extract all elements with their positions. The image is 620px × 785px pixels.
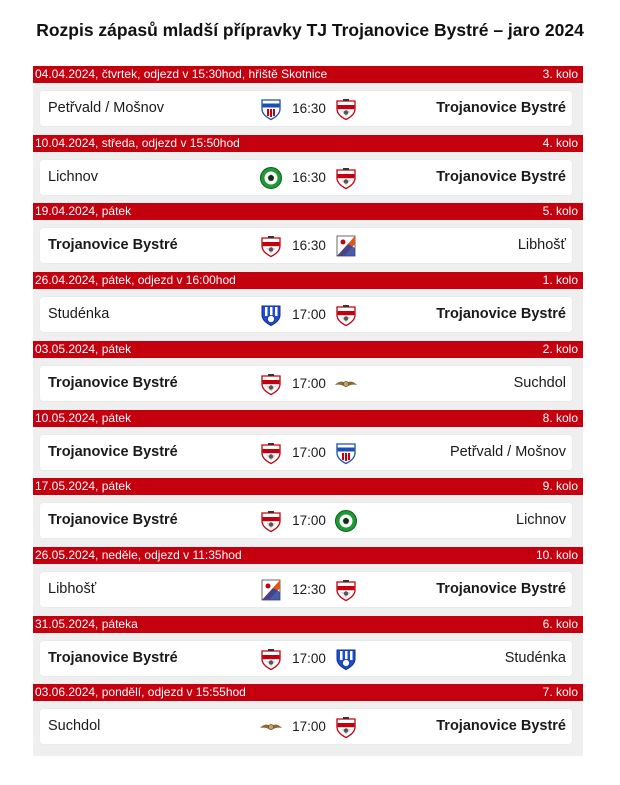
match-round: 3. kolo (542, 67, 578, 81)
match-center (259, 435, 357, 470)
bystre-logo (259, 441, 283, 465)
bystre-logo (259, 372, 283, 396)
match-header (33, 410, 583, 427)
match-row (33, 341, 583, 410)
bystre-logo (334, 578, 358, 602)
match-time: 17:00 (292, 375, 326, 391)
home-team: Trojanovice Bystré (48, 443, 178, 460)
match-header (33, 684, 583, 701)
match-header (33, 66, 583, 83)
match-time: 17:00 (292, 307, 326, 323)
match-header (33, 203, 583, 220)
match-round: 9. kolo (542, 479, 578, 494)
match-row (33, 272, 583, 341)
match-card (40, 228, 572, 263)
away-team: Libhošť (517, 237, 566, 254)
match-center (259, 228, 357, 263)
away-team: Lichnov (516, 512, 566, 529)
match-info: 03.05.2024, pátek (35, 341, 132, 356)
bystre-logo (334, 715, 358, 739)
match-round: 4. kolo (542, 135, 578, 150)
match-card (40, 709, 572, 744)
match-info: 26.05.2024, neděle, odjezd v 11:35hod (35, 547, 242, 562)
match-center (259, 572, 357, 607)
match-card (40, 91, 572, 126)
home-team: Trojanovice Bystré (48, 512, 178, 529)
suchdol-logo (259, 715, 283, 739)
match-center (259, 160, 357, 195)
bystre-logo (259, 647, 283, 671)
match-info: 03.06.2024, pondělí, odjezd v 15:55hod (35, 685, 246, 700)
match-row (33, 410, 583, 479)
match-time: 17:00 (292, 719, 326, 735)
match-center (259, 709, 357, 744)
match-center (259, 297, 357, 332)
match-card (40, 641, 572, 676)
match-time: 12:30 (292, 581, 326, 597)
match-round: 8. kolo (542, 410, 578, 425)
away-team: Trojanovice Bystré (436, 306, 566, 323)
match-header (33, 272, 583, 289)
bystre-logo (259, 509, 283, 533)
home-team: Trojanovice Bystré (48, 649, 178, 666)
match-time: 17:00 (292, 444, 326, 460)
match-time: 16:30 (292, 101, 326, 116)
studenka-logo (259, 303, 283, 327)
match-row (33, 135, 583, 204)
lichnov-logo (334, 509, 358, 533)
bystre-logo (334, 303, 358, 327)
match-center (259, 366, 357, 401)
match-round: 5. kolo (542, 204, 578, 219)
libhost-logo (334, 234, 358, 258)
away-team: Suchdol (513, 374, 566, 391)
match-row (33, 203, 583, 272)
match-row (33, 478, 583, 547)
away-team: Petřvald / Mošnov (449, 443, 566, 460)
away-team: Trojanovice Bystré (436, 580, 566, 597)
bystre-logo (334, 166, 358, 190)
match-row (33, 684, 583, 753)
match-time: 16:30 (292, 238, 326, 254)
match-card (40, 366, 572, 401)
match-round: 1. kolo (542, 273, 578, 288)
match-header (33, 478, 583, 495)
away-team: Trojanovice Bystré (436, 168, 566, 185)
libhost-logo (259, 578, 283, 602)
match-header (33, 341, 583, 358)
bystre-logo (334, 97, 358, 121)
match-round: 7. kolo (542, 685, 578, 700)
petrvald-logo (259, 97, 283, 121)
schedule-panel (33, 66, 583, 756)
home-team: Suchdol (48, 718, 101, 735)
match-header (33, 135, 583, 152)
match-header (33, 547, 583, 564)
match-time: 17:00 (292, 513, 326, 529)
suchdol-logo (334, 372, 358, 396)
match-center (259, 503, 357, 538)
match-info: 10.05.2024, pátek (35, 410, 132, 425)
match-info: 31.05.2024, páteka (35, 616, 138, 631)
page-title: Rozpis zápasů mladší přípravky TJ Trojanovice Bystré – jaro 2024 (36, 20, 584, 40)
match-row (33, 616, 583, 685)
match-round: 10. kolo (535, 547, 578, 562)
home-team: Trojanovice Bystré (48, 374, 178, 391)
match-info: 19.04.2024, pátek (35, 204, 132, 219)
petrvald-logo (334, 441, 358, 465)
match-card (40, 572, 572, 607)
match-time: 17:00 (292, 650, 326, 666)
home-team: Lichnov (48, 168, 98, 185)
away-team: Studénka (504, 649, 566, 666)
match-info: 10.04.2024, středa, odjezd v 15:50hod (35, 135, 240, 150)
home-team: Studénka (48, 306, 110, 323)
match-card (40, 435, 572, 470)
match-card (40, 297, 572, 332)
away-team: Trojanovice Bystré (436, 718, 566, 735)
match-round: 6. kolo (542, 616, 578, 631)
match-header (33, 616, 583, 633)
match-round: 2. kolo (542, 341, 578, 356)
match-time: 16:30 (292, 169, 326, 185)
studenka-logo (334, 647, 358, 671)
lichnov-logo (259, 166, 283, 190)
match-row (33, 66, 583, 135)
match-card (40, 160, 572, 195)
home-team: Libhošť (48, 580, 97, 597)
bystre-logo (259, 234, 283, 258)
home-team: Trojanovice Bystré (48, 237, 178, 254)
away-team: Trojanovice Bystré (436, 100, 566, 116)
match-info: 17.05.2024, pátek (35, 479, 132, 494)
match-info: 04.04.2024, čtvrtek, odjezd v 15:30hod, hřiště Skotnice (35, 67, 328, 81)
home-team: Petřvald / Mošnov (48, 100, 165, 116)
match-center (259, 91, 357, 126)
match-row (33, 547, 583, 616)
match-info: 26.04.2024, pátek, odjezd v 16:00hod (35, 273, 236, 288)
match-card (40, 503, 572, 538)
match-center (259, 641, 357, 676)
